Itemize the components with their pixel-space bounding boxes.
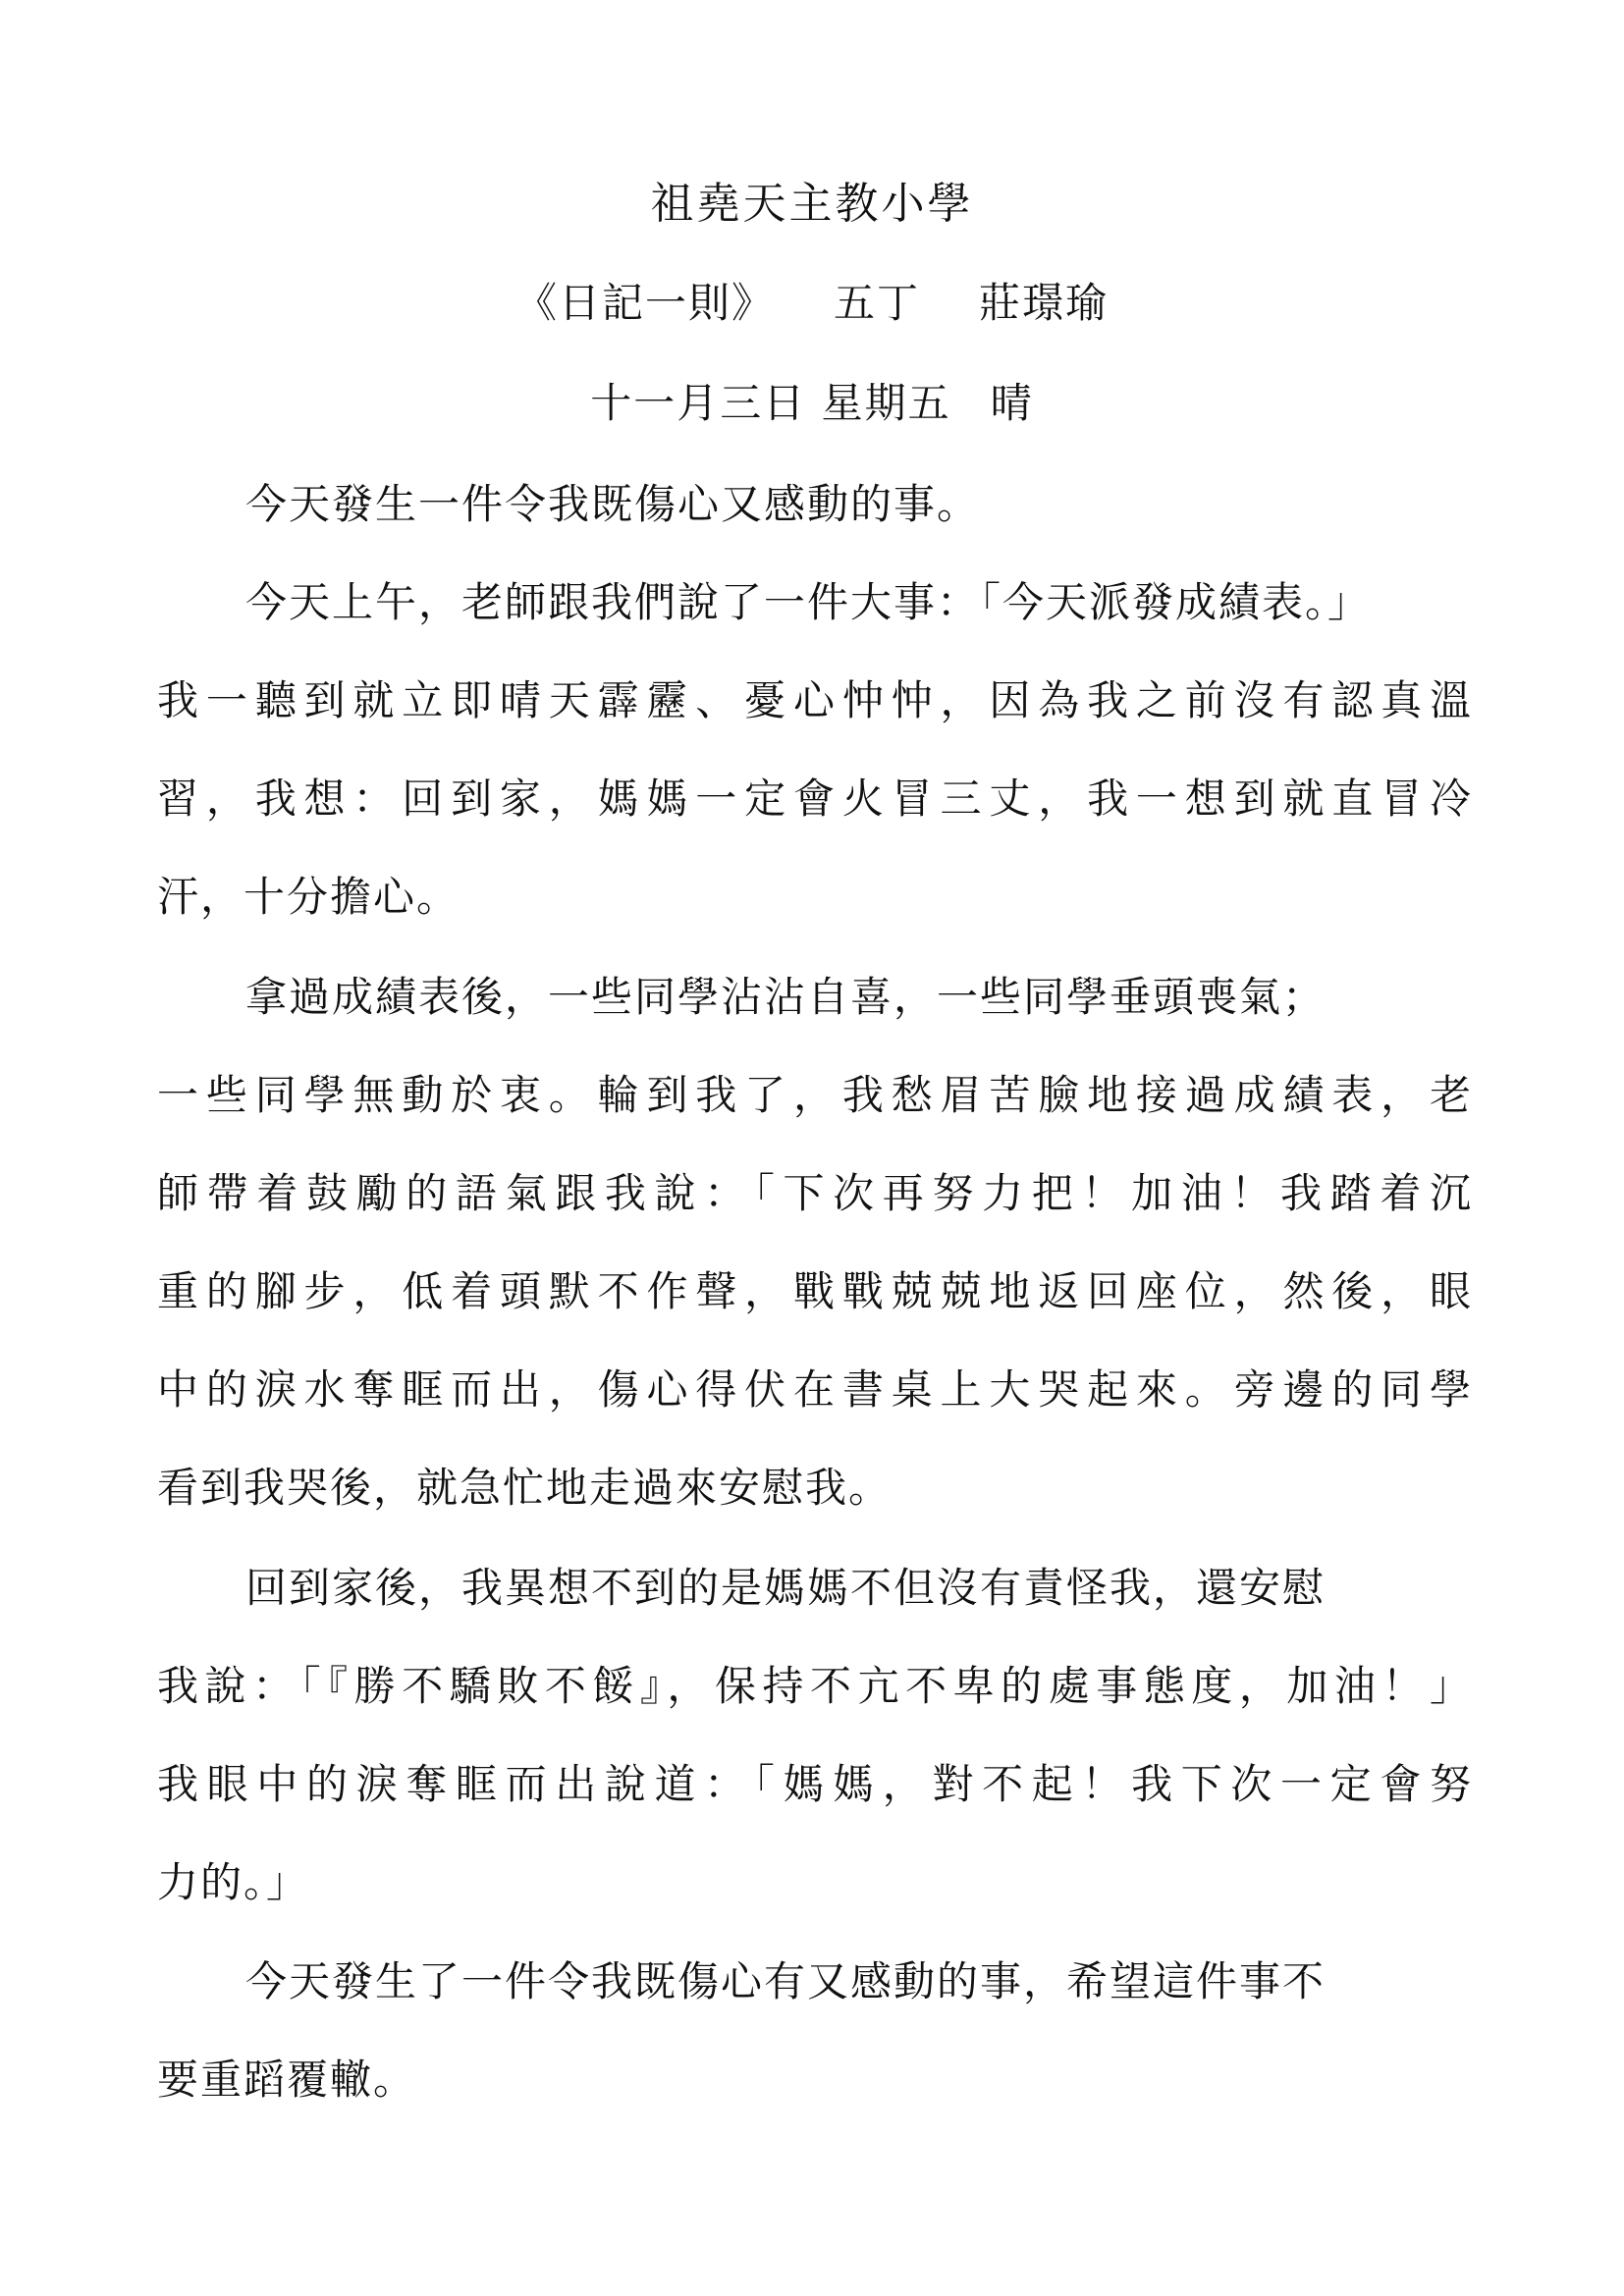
paragraph-1-line-1: 今天發生一件令我既傷心又感動的事。	[245, 480, 981, 528]
diary-title: 《日記一則》	[514, 279, 775, 327]
paragraph-3-line-2: 一些同學無動於衷。輪到我了，我愁眉苦臉地接過成績表，老	[157, 1071, 1473, 1119]
date-line	[0, 379, 1624, 427]
paragraph-4-line-2: 我說：「『勝不驕敗不餒』，保持不亢不卑的處事態度，加油！」	[157, 1662, 1473, 1710]
paragraph-2-line-1: 今天上午，老師跟我們說了一件大事：「今天派發成績表。」	[245, 578, 1372, 626]
diary-weather: 晴	[990, 379, 1034, 427]
paragraph-3-line-3: 師帶着鼓勵的語氣跟我說：「下次再努力把！加油！我踏着沉	[157, 1169, 1473, 1217]
paragraph-3-line-5: 中的淚水奪眶而出，傷心得伏在書桌上大哭起來。旁邊的同學	[157, 1365, 1473, 1414]
paragraph-4-line-4: 力的。」	[157, 1858, 310, 1906]
paragraph-2-line-4: 汗，十分擔心。	[157, 873, 460, 921]
class-name: 五丁	[833, 279, 920, 327]
paragraph-3-line-1: 拿過成績表後，一些同學沾沾自喜，一些同學垂頭喪氣；	[245, 973, 1326, 1021]
school-name: 祖堯天主教小學	[650, 179, 974, 229]
paragraph-5-line-2: 要重蹈覆轍。	[157, 2056, 417, 2104]
diary-heading	[0, 279, 1624, 327]
paragraph-2-line-2: 我一聽到就立即晴天霹靂、憂心忡忡，因為我之前沒有認真溫	[157, 676, 1473, 724]
diary-date: 十一月三日	[590, 379, 807, 427]
paragraph-5-line-1: 今天發生了一件令我既傷心有又感動的事，希望這件事不	[245, 1957, 1326, 2005]
paragraph-4-line-1: 回到家後，我異想不到的是媽媽不但沒有責怪我，還安慰	[245, 1564, 1326, 1612]
author-name: 莊璟瑜	[979, 279, 1110, 327]
paragraph-3-line-6: 看到我哭後，就急忙地走過來安慰我。	[157, 1464, 893, 1512]
diary-weekday: 星期五	[821, 379, 951, 427]
paragraph-4-line-3: 我眼中的淚奪眶而出說道：「媽媽，對不起！我下次一定會努	[157, 1760, 1473, 1808]
paragraph-3-line-4: 重的腳步，低着頭默不作聲，戰戰兢兢地返回座位，然後，眼	[157, 1267, 1473, 1315]
paragraph-2-line-3: 習，我想：回到家，媽媽一定會火冒三丈，我一想到就直冒冷	[157, 774, 1473, 823]
